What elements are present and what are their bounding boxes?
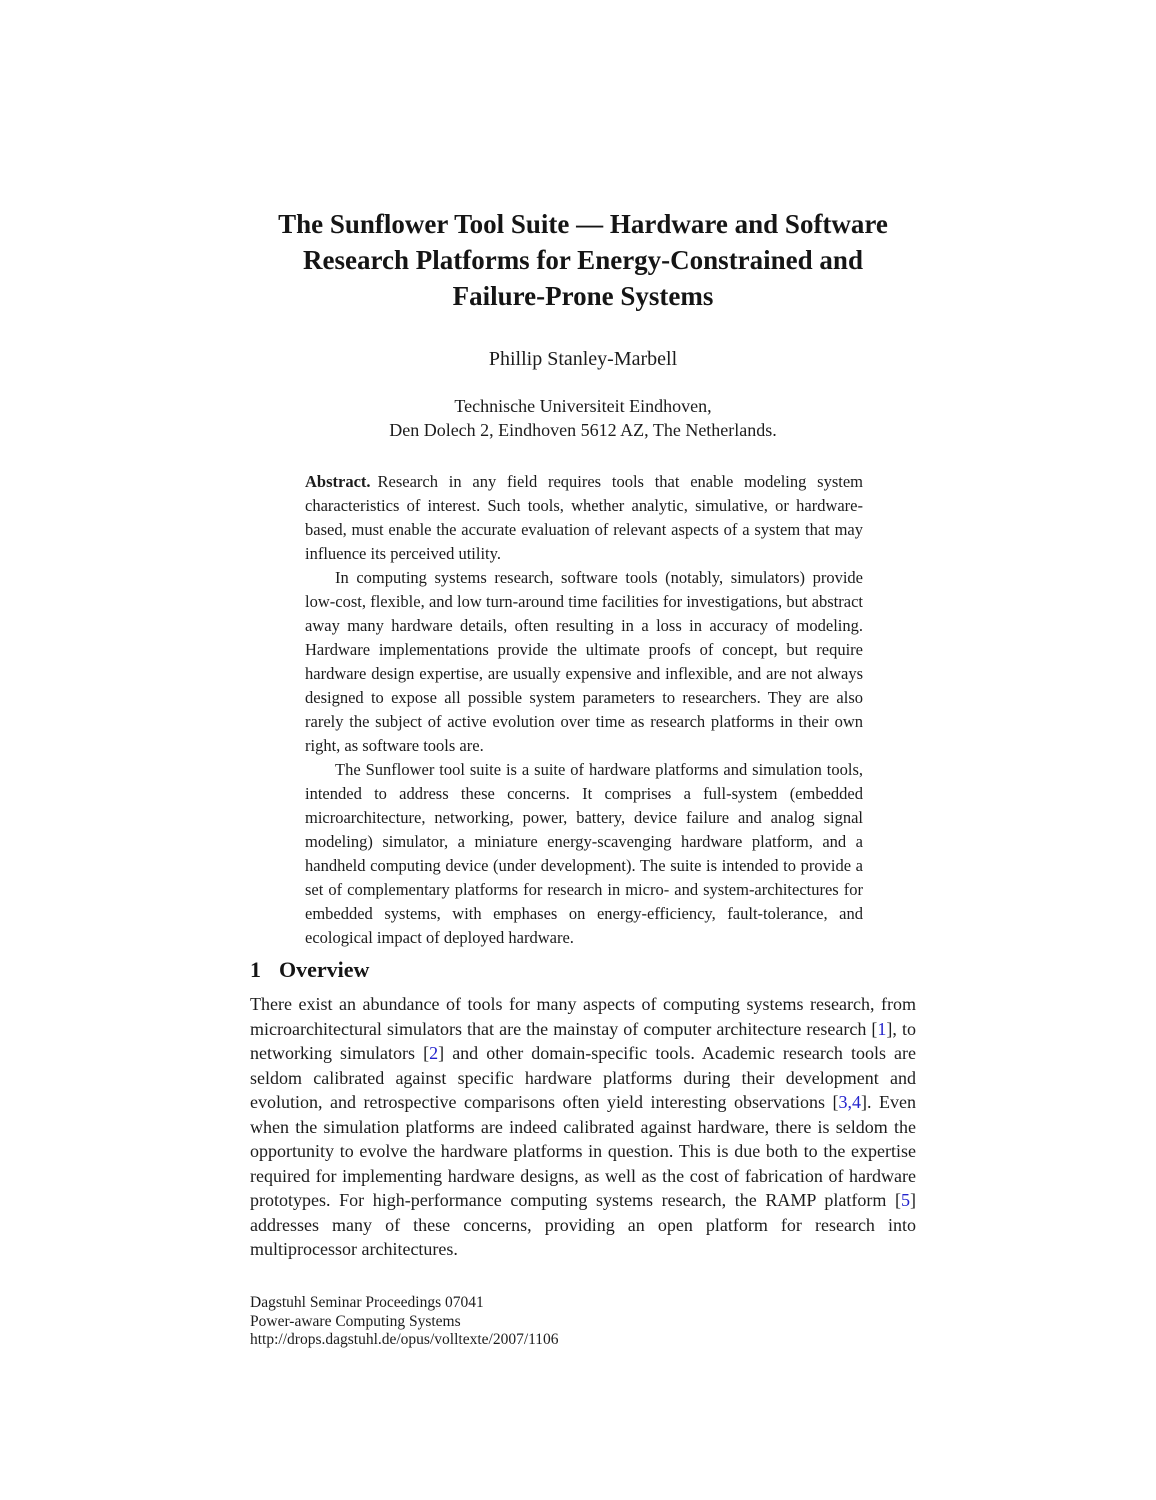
citation-link[interactable]: 5 — [901, 1190, 910, 1210]
affiliation-institution: Technische Universiteit Eindhoven, — [454, 396, 712, 416]
abstract-paragraph-1 — [305, 470, 863, 566]
footer-seminar-title: Power-aware Computing Systems — [250, 1312, 461, 1330]
footer-url: http://drops.dagstuhl.de/opus/volltexte/2007/1106 — [250, 1331, 559, 1348]
abstract-paragraph-3: The Sunflower tool suite is a suite of hardware platforms and simulation tools, intended to address these concerns. It comprises a full-system (embedded microarchitecture, networking, power, battery, device failure and analog signal modeling) simulator, a miniature energy-scavenging hardware platform, and a handheld computing device (under development). The suite is intended to provide a set of complementary platforms for research in micro- and system-architectures for embedded systems, with emphases on energy-efficiency, fault-tolerance, and ecological impact of deployed hardware. — [305, 760, 863, 947]
abstract-label: Abstract. — [305, 472, 371, 491]
section-title: Overview — [279, 957, 370, 982]
section-heading-overview — [250, 957, 916, 983]
affiliation-address: Den Dolech 2, Eindhoven 5612 AZ, The Netherlands. — [389, 420, 777, 440]
abstract-paragraph-2: In computing systems research, software tools (notably, simulators) provide low-cost, flexible, and low turn-around time facilities for investigations, but abstract away many hardware details, often resulting in a loss in accuracy of modeling. Hardware implementations provide the ultimate proofs of concept, but require hardware design expertise, are usually expensive and inflexible, and are not always designed to expose all possible system parameters to researchers. They are also rarely the subject of active evolution over time as research platforms in their own right, as software tools are. — [305, 568, 863, 755]
section-number: 1 — [250, 957, 261, 982]
citation-link[interactable]: 1 — [877, 1018, 887, 1039]
citation-link[interactable]: 3,4 — [838, 1092, 861, 1112]
author-name: Phillip Stanley-Marbell — [488, 348, 678, 370]
paper-title — [250, 206, 916, 314]
citation-link[interactable]: 2 — [429, 1043, 439, 1063]
paper-title-line-2: Research Platforms for Energy-Constrained and — [303, 245, 863, 275]
footer-proceedings: Dagstuhl Seminar Proceedings 07041 — [250, 1294, 484, 1311]
author-affiliation — [250, 394, 916, 442]
abstract-block — [305, 470, 863, 950]
overview-paragraph: There exist an abundance of tools for many aspects of computing systems research, from microarchitectural simulators that are the mainstay of computer architecture research [1], to networking simulators [2] and other domain-specific tools. Academic research tools are seldom calibrated against specific hardware platforms during their development and evolution, and retrospective comparisons often yield interesting observations [3,4]. Even when the simulation platforms are indeed calibrated against hardware, there is seldom the opportunity to evolve the hardware platforms in question. This is due both to the expertise required for implementing hardware designs, as well as the cost of fabrication of hardware prototypes. For high-performance computing systems research, the RAMP platform [5] addresses many of these concerns, providing an open platform for research into multiprocessor architectures. — [250, 994, 916, 1259]
footer-block — [250, 1294, 916, 1350]
abstract-paragraph-1-text: Research in any field requires tools that enable modeling system characteristics of interest. Such tools, whether analytic, simulative, or hardware-based, must enable the accurate evaluation of relevant aspects of a system that may influence its perceived utility. — [305, 472, 863, 563]
paper-title-line-3: Failure-Prone Systems — [452, 281, 714, 311]
paper-title-line-1: The Sunflower Tool Suite — Hardware and Software — [278, 209, 888, 239]
